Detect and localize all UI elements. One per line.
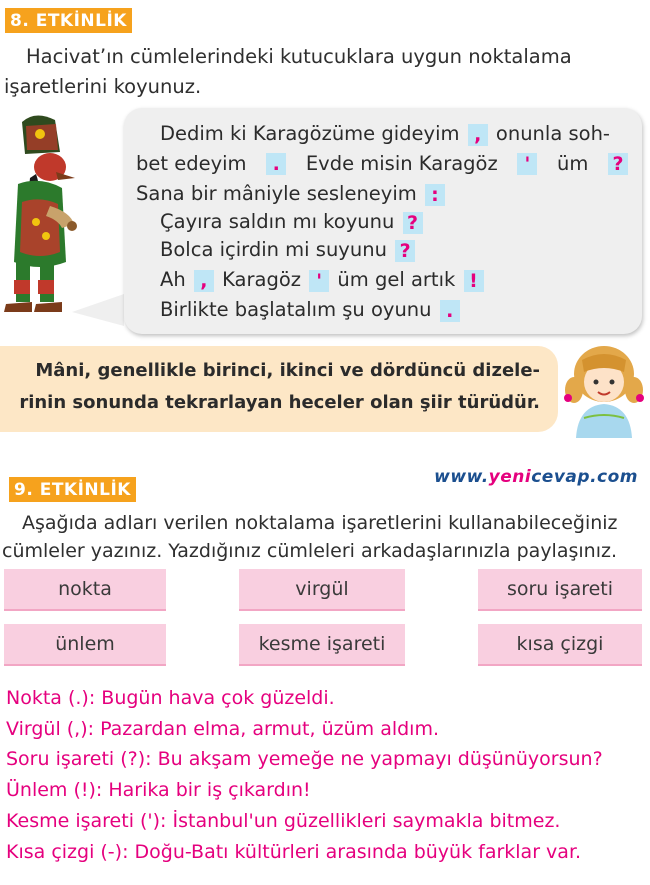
poem-line-3: Sana bir mâniyle sesleneyim : <box>136 180 447 208</box>
punctuation-box: ' <box>309 270 329 292</box>
hacivat-figure-illustration <box>0 112 130 337</box>
punctuation-box: ! <box>464 270 484 292</box>
punctuation-box: ? <box>403 212 423 234</box>
girl-illustration <box>562 338 646 438</box>
mani-info-box <box>0 346 558 432</box>
punctuation-box: ? <box>395 240 415 262</box>
watermark-url: www.yenicevap.com <box>434 467 638 487</box>
poem-line-7: Birlikte başlatalım şu oyunu . <box>160 296 462 324</box>
punctuation-box: , <box>194 270 214 292</box>
tag-soru-isareti: soru işareti <box>478 569 642 611</box>
punctuation-box: . <box>440 300 460 322</box>
info-line-2: rinin sonunda tekrarlayan heceler olan şiir türüdür. <box>19 392 540 413</box>
tag-nokta: nokta <box>4 569 166 611</box>
answer-soru-isareti: Soru işareti (?): Bu akşam yemeğe ne yapmayı düşünüyorsun? <box>6 748 603 770</box>
poem-line-1: Dedim ki Karagözüme gideyim , onunla soh- <box>160 122 610 146</box>
info-line-1: Mâni, genellikle birinci, ikinci ve dördüncü dizele- <box>35 360 540 381</box>
activity-9-badge: 9. ETKİNLİK <box>9 477 136 502</box>
tag-unlem: ünlem <box>4 624 166 666</box>
activity-8-badge: 8. ETKİNLİK <box>5 8 132 33</box>
tag-kisa-cizgi: kısa çizgi <box>478 624 642 666</box>
punctuation-box: ' <box>517 153 537 175</box>
answer-kesme-isareti: Kesme işareti ('): İstanbul'un güzellikleri saymakla bitmez. <box>6 810 561 832</box>
tag-kesme-isareti: kesme işareti <box>239 624 405 666</box>
answer-nokta: Nokta (.): Bugün hava çok güzeldi. <box>6 687 335 709</box>
activity-8-instruction-line2: işaretlerini koyunuz. <box>4 75 202 98</box>
punctuation-box: : <box>425 184 445 206</box>
punctuation-box: . <box>266 153 286 175</box>
activity-9-instruction-line2: cümleler yazınız. Yazdığınız cümleleri arkadaşlarınızla paylaşınız. <box>2 540 617 562</box>
poem-line-6: Ah , Karagöz ' üm gel artık ! <box>160 266 486 294</box>
poem-line-5: Bolca içirdin mi suyunu ? <box>160 236 417 264</box>
tag-virgul: virgül <box>239 569 405 611</box>
activity-8-instruction-line1: Hacivat’ın cümlelerindeki kutucuklara uygun noktalama <box>26 45 572 68</box>
punctuation-box: , <box>468 124 488 146</box>
answer-kisa-cizgi: Kısa çizgi (-): Doğu-Batı kültürleri arasında büyük farklar var. <box>6 841 582 863</box>
poem-line-4: Çayıra saldın mı koyunu ? <box>160 208 425 236</box>
poem-line-2: bet edeyim . Evde misin Karagöz ' üm ? <box>136 150 630 178</box>
answer-virgul: Virgül (,): Pazardan elma, armut, üzüm aldım. <box>6 718 440 740</box>
activity-9-instruction-line1: Aşağıda adları verilen noktalama işaretlerini kullanabileceğiniz <box>22 512 618 534</box>
answer-unlem: Ünlem (!): Harika bir iş çıkardın! <box>6 779 311 801</box>
punctuation-box: ? <box>608 153 628 175</box>
